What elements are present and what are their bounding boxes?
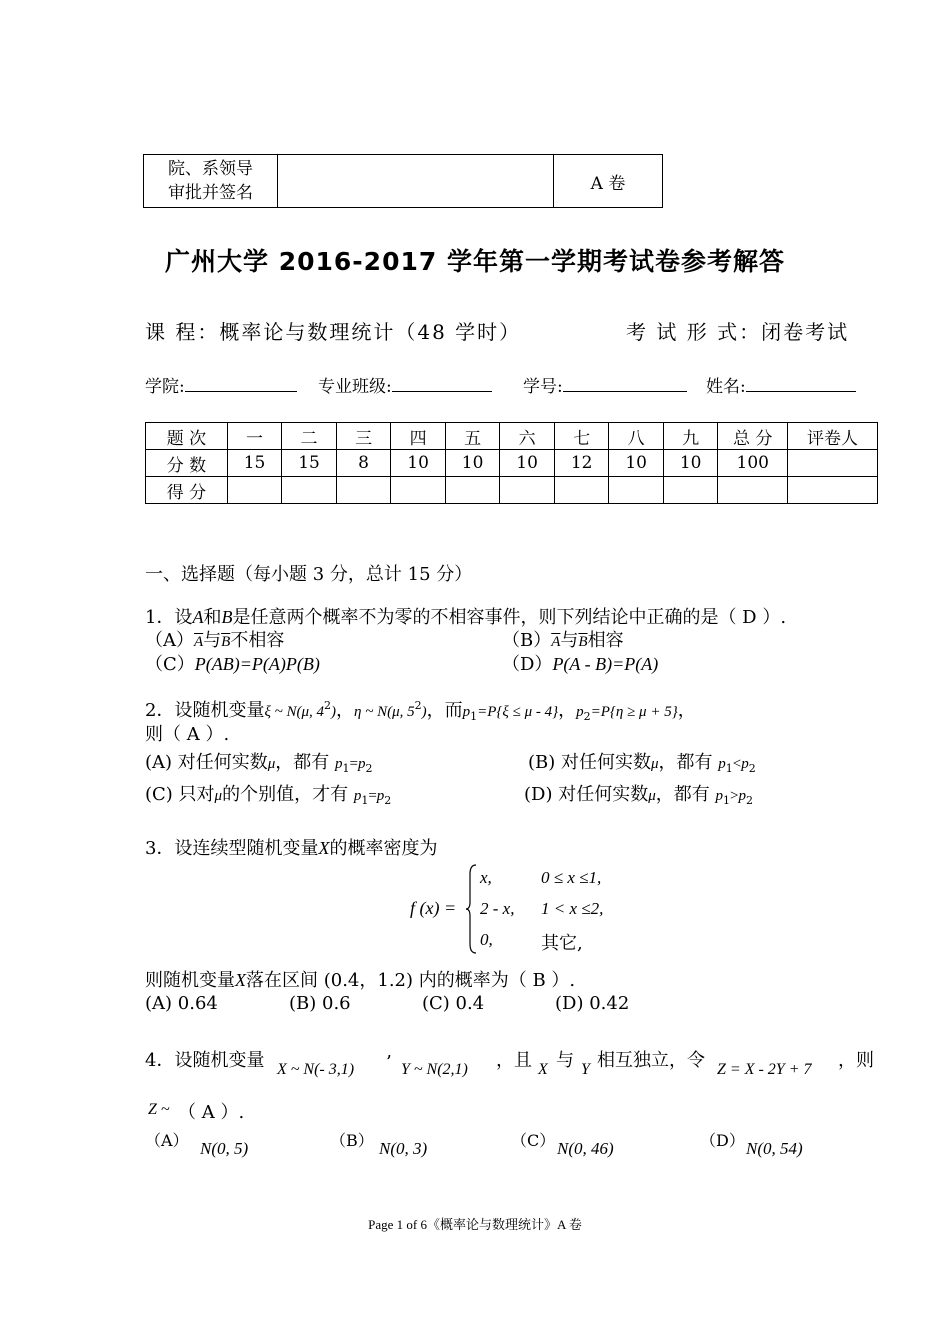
score-points-row: [146, 450, 878, 477]
q2-text: ，都有: [275, 752, 330, 773]
score-cell: 8: [336, 450, 391, 477]
mu: μ: [267, 756, 276, 772]
score-cell: 10: [445, 450, 500, 477]
score-input-cell: [718, 477, 788, 504]
relation: =: [349, 756, 358, 772]
q2-math: η ~ N(μ, 5: [354, 704, 415, 720]
pdf-case1-cond: 0 ≤ x ≤1,: [541, 868, 602, 887]
mu: μ: [648, 788, 656, 804]
pdf-case1-expr: x,: [480, 868, 492, 887]
q1-option-b: [502, 626, 624, 652]
p2: p: [376, 788, 385, 804]
option-label: （A）: [145, 630, 194, 651]
score-input-cell: [336, 477, 391, 504]
q2-text: 的个别值，才有: [222, 784, 349, 805]
p2: p: [738, 788, 746, 804]
score-cell: 一: [227, 423, 282, 450]
q2-stem: 2．设随机变量ξ ~ N(μ, $4^2$)，η ~ N(μ, $5^2$)，而$p_1=P\{\xi \le \mu - 4\}$，$p_2=P\{\eta \ge \mu + 5\}$，: [145, 699, 696, 723]
score-cell: 题 次: [146, 423, 228, 450]
score-cell: 10: [391, 450, 446, 477]
q4-then: ，则: [838, 1050, 874, 1071]
score-cell: 四: [391, 423, 446, 450]
q2-text: (A) 对任何实数: [145, 752, 268, 773]
sub: 2: [384, 794, 392, 807]
approval-label: [144, 155, 278, 208]
sub: 1: [722, 794, 730, 807]
q2-math: =P{η ≥ μ + 5}: [590, 704, 678, 720]
pdf-case2-expr: 2 - x,: [480, 899, 515, 918]
q3-text: 则随机变量: [145, 970, 235, 991]
q4-text: 且: [514, 1050, 532, 1071]
a-bar: $\overline{A}$: [551, 634, 561, 650]
approval-box: [143, 154, 663, 208]
score-cell: 15: [227, 450, 282, 477]
q2-option-c: [145, 780, 391, 807]
score-input-cell: [282, 477, 337, 504]
field-school: [145, 372, 297, 397]
score-cell: 100: [718, 450, 788, 477]
q2-option-b: [528, 748, 756, 775]
sub: 2: [748, 762, 756, 775]
score-table: [145, 422, 878, 504]
q4-math-x: X ~ N(- 3,1): [277, 1061, 355, 1078]
q4-comma: ’: [386, 1052, 392, 1073]
score-cell: 八: [609, 423, 664, 450]
option-label: （D）: [502, 654, 553, 675]
q2-text: (C) 只对: [145, 784, 215, 805]
approval-label-line2: 审批并签名: [168, 183, 253, 203]
field-class-blank: [392, 373, 492, 392]
q4-math-y: Y ~ N(2,1): [401, 1061, 468, 1078]
q3-option: (B) 0.6: [289, 993, 351, 1014]
exam-form: 考 试 形 式：闭卷考试: [626, 320, 850, 344]
q4-var-x: X: [538, 1061, 548, 1078]
score-cell: 二: [282, 423, 337, 450]
approval-label-line1: 院、系领导: [168, 159, 253, 179]
field-name: [706, 372, 856, 397]
q2-math: ): [421, 704, 427, 720]
score-cell: 六: [500, 423, 555, 450]
p1: p: [335, 756, 343, 772]
score-header-row: [146, 423, 878, 450]
score-cell: 评卷人: [788, 423, 878, 450]
q2-math: p: [462, 704, 471, 720]
field-id-label: 学号:: [523, 377, 563, 397]
q4-text-with: 与: [556, 1050, 574, 1071]
b-bar: $\overline{B}$: [221, 634, 231, 650]
q4-option-c-label: （C）: [511, 1131, 556, 1150]
p2: p: [741, 756, 749, 772]
q4-answer: （ A ）.: [178, 1102, 245, 1123]
relation: >: [729, 788, 739, 804]
q4-text-and: ，且: [496, 1050, 532, 1071]
q1-text: 和: [203, 607, 222, 628]
q1-text: 相容: [587, 630, 624, 651]
q1-text: 不相容: [230, 630, 285, 651]
q2-math: =P{ξ ≤ μ - 4}: [477, 704, 559, 720]
q2-math: ): [331, 704, 337, 720]
q2-math: ξ ~ N(μ, 4: [264, 704, 325, 720]
score-input-cell: [663, 477, 718, 504]
score-cell: 五: [445, 423, 500, 450]
q3-option: (C) 0.4: [422, 993, 485, 1014]
score-cell: 九: [663, 423, 718, 450]
q1-option-a: [145, 626, 284, 652]
q1-var-a: A: [192, 607, 204, 627]
q1-text: 与: [203, 630, 222, 651]
q4-stem-lead: 4．设随机变量: [145, 1050, 265, 1071]
paper-version: A 卷: [554, 155, 663, 208]
q4-z-line: Z ~: [148, 1101, 170, 1118]
pdf-case2-cond: 1 < x ≤2,: [541, 899, 604, 918]
q2-exp: 2: [414, 699, 422, 712]
score-cell: 10: [500, 450, 555, 477]
sub: 1: [725, 762, 733, 775]
p1: p: [718, 756, 726, 772]
q4-option-a-value: N(0, 5): [200, 1139, 249, 1158]
sub: 1: [342, 762, 350, 775]
field-class-label: 专业班级:: [318, 377, 392, 397]
score-input-cell: [609, 477, 664, 504]
brace-icon: [465, 864, 477, 954]
q3-text: 3．设连续型随机变量: [145, 838, 319, 859]
q4-option-a-label: （A）: [145, 1131, 189, 1150]
score-input-cell: [500, 477, 555, 504]
score-cell: [788, 450, 878, 477]
sub: 2: [745, 794, 753, 807]
sub: 2: [365, 762, 373, 775]
course-name: 课 程：概率论与数理统计（48 学时）: [145, 320, 522, 344]
score-cell: 15: [282, 450, 337, 477]
q2-text: ，都有: [655, 784, 710, 805]
mu: μ: [214, 788, 223, 804]
q3-option: (A) 0.64: [145, 993, 218, 1014]
pdf-case3-expr: 0,: [480, 930, 493, 949]
field-name-label: 姓名:: [706, 377, 746, 397]
option-label: （C）: [145, 654, 195, 675]
q3-var: X: [235, 970, 246, 990]
score-input-cell: [391, 477, 446, 504]
approval-signature-cell: [278, 155, 554, 208]
score-cell: 三: [336, 423, 391, 450]
q2-sub: 2: [583, 710, 591, 723]
q1-text: 是任意两个概率不为零的不相容事件，则下列结论中正确的是（ D ）.: [232, 607, 787, 628]
mu: μ: [651, 756, 659, 772]
q1-text: 1．设: [145, 607, 193, 628]
q2-option-d: [524, 780, 753, 807]
field-school-blank: [185, 373, 297, 392]
field-id: [523, 372, 687, 397]
q2-text: (D) 对任何实数: [524, 784, 649, 805]
q2-math: p: [576, 704, 584, 720]
q3-question: [145, 966, 575, 992]
field-class: [318, 372, 492, 397]
q2-option-a: [145, 748, 373, 775]
score-cell: 10: [609, 450, 664, 477]
document-title: 广州大学 2016-2017 学年第一学期考试卷参考解答: [165, 247, 785, 276]
field-id-blank: [563, 373, 687, 392]
q3-text: 落在区间 (0.4，1.2) 内的概率为（ B ）.: [246, 970, 576, 991]
b-bar: $\overline{B}$: [578, 634, 588, 650]
score-cell: 12: [554, 450, 609, 477]
q4-var-y: Y: [581, 1061, 590, 1078]
q4-option-d-label: （D）: [700, 1131, 745, 1150]
score-cell: 分 数: [146, 450, 228, 477]
q3-stem: [145, 834, 437, 860]
q2-text: ，都有: [658, 752, 713, 773]
q1-option-d: [502, 650, 658, 676]
q4-option-b-value: N(0, 3): [379, 1139, 428, 1158]
q4-zdef: Z = X - 2Y + 7: [717, 1061, 812, 1078]
q3-var: X: [318, 838, 330, 858]
q1-option-c: [145, 650, 320, 676]
q3-text: 的概率密度为: [329, 838, 438, 859]
pdf-case3-cond: 其它,: [541, 933, 583, 954]
p1: p: [715, 788, 723, 804]
q2-text: ，而: [426, 700, 463, 721]
a-bar: $\overline{A}$: [194, 634, 204, 650]
score-cell: 10: [663, 450, 718, 477]
q1-text: 与: [560, 630, 579, 651]
option-label: （B）: [502, 630, 552, 651]
p2: p: [358, 756, 366, 772]
section-heading: 一、选择题（每小题 3 分，总计 15 分）: [145, 564, 473, 585]
score-earned-row: [146, 477, 878, 504]
q4-text-indep: 相互独立，令: [597, 1050, 705, 1071]
q2-sub: 1: [470, 710, 478, 723]
q1-var-b: B: [221, 607, 233, 627]
q1-math: P(AB)=P(A)P(B): [194, 654, 320, 674]
q4-option-d-value: N(0, 54): [746, 1139, 803, 1158]
q2-text: 2．设随机变量: [145, 700, 265, 721]
score-cell: 总 分: [718, 423, 788, 450]
sub: 1: [361, 794, 369, 807]
relation: <: [732, 756, 742, 772]
score-cell: 七: [554, 423, 609, 450]
q3-option: (D) 0.42: [555, 993, 630, 1014]
q4-option-b-label: （B）: [330, 1131, 374, 1150]
q2-text: (B) 对任何实数: [528, 752, 651, 773]
q2-exp: 2: [324, 699, 332, 712]
score-input-cell: [554, 477, 609, 504]
relation: =: [368, 788, 377, 804]
q1-math: P(A - B)=P(A): [552, 654, 659, 674]
p1: p: [353, 788, 362, 804]
score-cell: 得 分: [146, 477, 228, 504]
field-name-blank: [746, 373, 856, 392]
page-footer: Page 1 of 6《概率论与数理统计》A 卷: [368, 1217, 582, 1232]
q4-option-c-value: N(0, 46): [557, 1139, 614, 1158]
q2-answer-line: 则（ A ）.: [145, 724, 230, 745]
score-input-cell: [445, 477, 500, 504]
score-input-cell: [227, 477, 282, 504]
field-school-label: 学院:: [145, 377, 185, 397]
pdf-lhs: f (x) =: [410, 898, 457, 918]
score-input-cell: [788, 477, 878, 504]
